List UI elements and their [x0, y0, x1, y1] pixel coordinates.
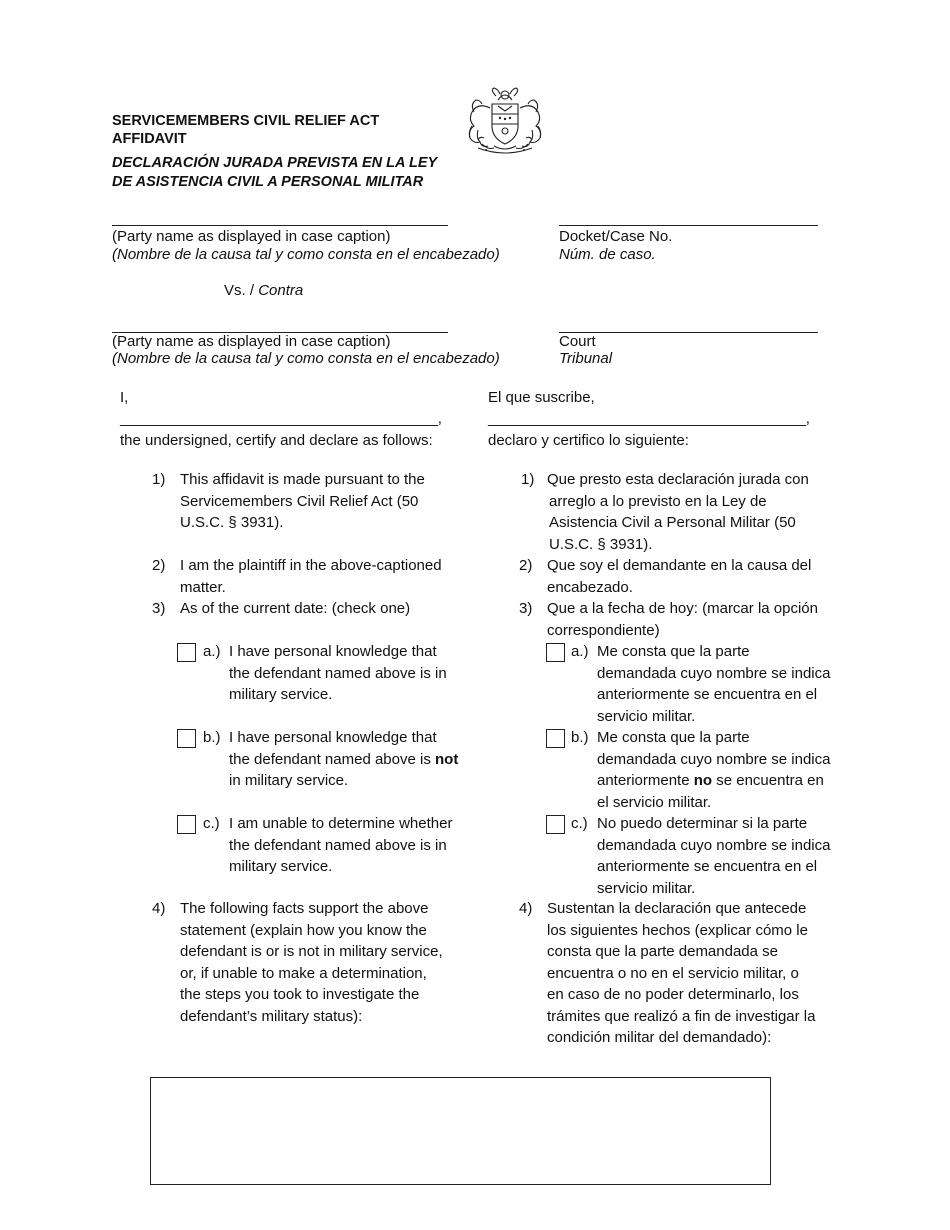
option-a-line: servicio militar.: [597, 707, 696, 725]
option-b-text-es: [597, 727, 830, 813]
court-name-line[interactable]: [559, 332, 818, 333]
item-2-line: Que soy el demandante en la causa del: [547, 557, 812, 574]
form-title-en-line2: AFFIDAVIT: [112, 131, 187, 147]
option-c-checkbox-es[interactable]: [546, 815, 565, 834]
form-title-en: [112, 112, 379, 148]
option-c-line: I am unable to determine whether: [229, 815, 453, 832]
item-4-line: encuentra o no en el servicio militar, o: [547, 964, 799, 982]
option-c-line: the defendant named above is in: [229, 836, 447, 854]
option-b-line: el servicio militar.: [597, 793, 712, 811]
item-3-text-en: As of the current date: (check one): [180, 600, 411, 617]
item-1-line: U.S.C. § 3931).: [180, 514, 284, 531]
item-4-line: defendant is or is not in military service,: [180, 943, 443, 960]
item-2-number-en: 2): [152, 557, 166, 574]
option-a-line: anteriormente se encuentra en el: [597, 686, 818, 703]
option-a-line: Me consta que la parte: [597, 643, 750, 660]
item-1-line: Servicemembers Civil Relief Act (50: [180, 492, 419, 510]
versus-label-en: Vs. /: [224, 282, 255, 299]
item-1-number-es: 1): [521, 471, 535, 488]
option-b-emphasis: no: [693, 772, 713, 789]
court-label-en: Court: [559, 333, 596, 350]
option-c-line: military service.: [229, 858, 333, 875]
item-2-line: matter.: [180, 578, 226, 596]
declarant-intro-es: El que suscribe,: [488, 389, 595, 406]
party1-label-es: (Nombre de la causa tal y como consta en el encabezado): [112, 246, 500, 263]
option-a-checkbox-es[interactable]: [546, 643, 565, 662]
court-label-es: Tribunal: [559, 350, 613, 367]
option-a-line: military service.: [229, 686, 333, 703]
docket-label-es: Núm. de caso.: [559, 246, 656, 263]
item-3-line: Que a la fecha de hoy: (marcar la opción: [547, 600, 818, 617]
option-b-emphasis: not: [435, 750, 459, 768]
item-3-line: correspondiente): [547, 621, 660, 639]
facts-answer-box[interactable]: [150, 1077, 771, 1185]
option-b-text-fragment: the defendant named above is: [229, 750, 431, 768]
item-3-text-es: [547, 598, 818, 641]
versus-label: [224, 282, 303, 300]
option-b-line: [229, 749, 458, 771]
item-4-line: condición militar del demandado):: [547, 1029, 772, 1046]
option-b-text-fragment: se encuentra en: [716, 772, 824, 789]
option-a-checkbox-en[interactable]: [177, 643, 196, 662]
declarant-name-field-en[interactable]: ________________________________________,: [120, 410, 442, 427]
item-2-line: I am the plaintiff in the above-captioned: [180, 557, 442, 574]
option-c-checkbox-en[interactable]: [177, 815, 196, 834]
item-4-line: consta que la parte demandada se: [547, 943, 778, 960]
option-b-line: in military service.: [229, 772, 349, 789]
item-4-number-es: 4): [519, 900, 533, 917]
party2-label-en: (Party name as displayed in case caption): [112, 333, 391, 350]
item-4-text-es: [547, 898, 815, 1049]
item-1-text-en: [180, 469, 425, 534]
item-4-line: statement (explain how you know the: [180, 921, 427, 939]
option-c-line: demandada cuyo nombre se indica: [597, 836, 831, 854]
item-4-line: The following facts support the above: [180, 900, 429, 917]
declarant-certify-es: declaro y certifico lo siguiente:: [488, 432, 689, 449]
item-1-line: Que presto esta declaración jurada con: [547, 471, 809, 488]
option-b-line: I have personal knowledge that: [229, 729, 437, 746]
item-4-line: en caso de no poder determinarlo, los: [547, 986, 799, 1003]
option-c-line: servicio militar.: [597, 879, 696, 897]
item-1-line: arreglo a lo previsto en la Ley de: [549, 492, 767, 510]
option-b-text-en: [229, 727, 458, 792]
option-c-text-es: [597, 813, 830, 899]
item-2-text-en: [180, 555, 442, 598]
item-1-line: Asistencia Civil a Personal Militar (50: [549, 514, 796, 531]
item-3-number-en: 3): [152, 600, 166, 617]
item-4-line: defendant’s military status):: [180, 1007, 363, 1025]
party2-label-es: (Nombre de la causa tal y como consta en el encabezado): [112, 350, 500, 367]
form-title-es-line1: DECLARACIÓN JURADA PREVISTA EN LA LEY: [112, 155, 438, 171]
item-4-number-en: 4): [152, 900, 166, 917]
option-a-label-en: a.): [203, 643, 221, 660]
item-1-line: U.S.C. § 3931).: [549, 535, 653, 553]
item-4-line: Sustentan la declaración que antecede: [547, 900, 807, 917]
option-a-text-en: [229, 641, 447, 706]
option-b-line: Me consta que la parte: [597, 729, 750, 746]
versus-label-es: Contra: [258, 282, 304, 299]
item-1-number-en: 1): [152, 471, 166, 488]
option-a-text-es: [597, 641, 830, 727]
item-4-line: los siguientes hechos (explicar cómo le: [547, 921, 808, 939]
item-4-text-en: [180, 898, 443, 1027]
item-4-line: the steps you took to investigate the: [180, 986, 420, 1003]
item-4-line: trámites que realizó a fin de investigar la: [547, 1007, 816, 1025]
form-title-es-line2: DE ASISTENCIA CIVIL A PERSONAL MILITAR: [112, 174, 424, 190]
declarant-name-field-es[interactable]: ________________________________________,: [488, 410, 810, 427]
item-4-line: or, if unable to make a determination,: [180, 964, 427, 982]
option-b-line: [597, 770, 830, 792]
item-2-line: encabezado.: [547, 578, 633, 596]
option-a-label-es: a.): [571, 643, 589, 660]
option-c-label-en: c.): [203, 815, 220, 832]
docket-number-line[interactable]: [559, 225, 818, 226]
option-b-label-es: b.): [571, 729, 589, 746]
item-1-text-es: [547, 469, 809, 555]
party1-label-en: (Party name as displayed in case caption): [112, 228, 391, 245]
option-b-text-fragment: anteriormente: [597, 772, 690, 789]
option-b-line: demandada cuyo nombre se indica: [597, 750, 831, 768]
option-a-line: demandada cuyo nombre se indica: [597, 664, 831, 682]
option-c-line: No puedo determinar si la parte: [597, 815, 808, 832]
declarant-certify-en: the undersigned, certify and declare as follows:: [120, 432, 433, 449]
option-c-text-en: [229, 813, 452, 878]
item-2-text-es: [547, 555, 811, 598]
docket-label-en: Docket/Case No.: [559, 228, 673, 245]
option-a-line: the defendant named above is in: [229, 664, 447, 682]
form-title-en-line1: SERVICEMEMBERS CIVIL RELIEF ACT: [112, 113, 380, 129]
declarant-intro-en: I,: [120, 389, 129, 406]
option-b-checkbox-en[interactable]: [177, 729, 196, 748]
option-c-line: anteriormente se encuentra en el: [597, 858, 818, 875]
item-3-number-es: 3): [519, 600, 533, 617]
option-b-checkbox-es[interactable]: [546, 729, 565, 748]
party1-name-line[interactable]: [112, 225, 448, 226]
option-c-label-es: c.): [571, 815, 588, 832]
form-title-es: [112, 154, 437, 192]
option-b-label-en: b.): [203, 729, 221, 746]
item-1-line: This affidavit is made pursuant to the: [180, 471, 425, 488]
option-a-line: I have personal knowledge that: [229, 643, 437, 660]
state-seal-icon: [460, 86, 550, 158]
item-2-number-es: 2): [519, 557, 533, 574]
